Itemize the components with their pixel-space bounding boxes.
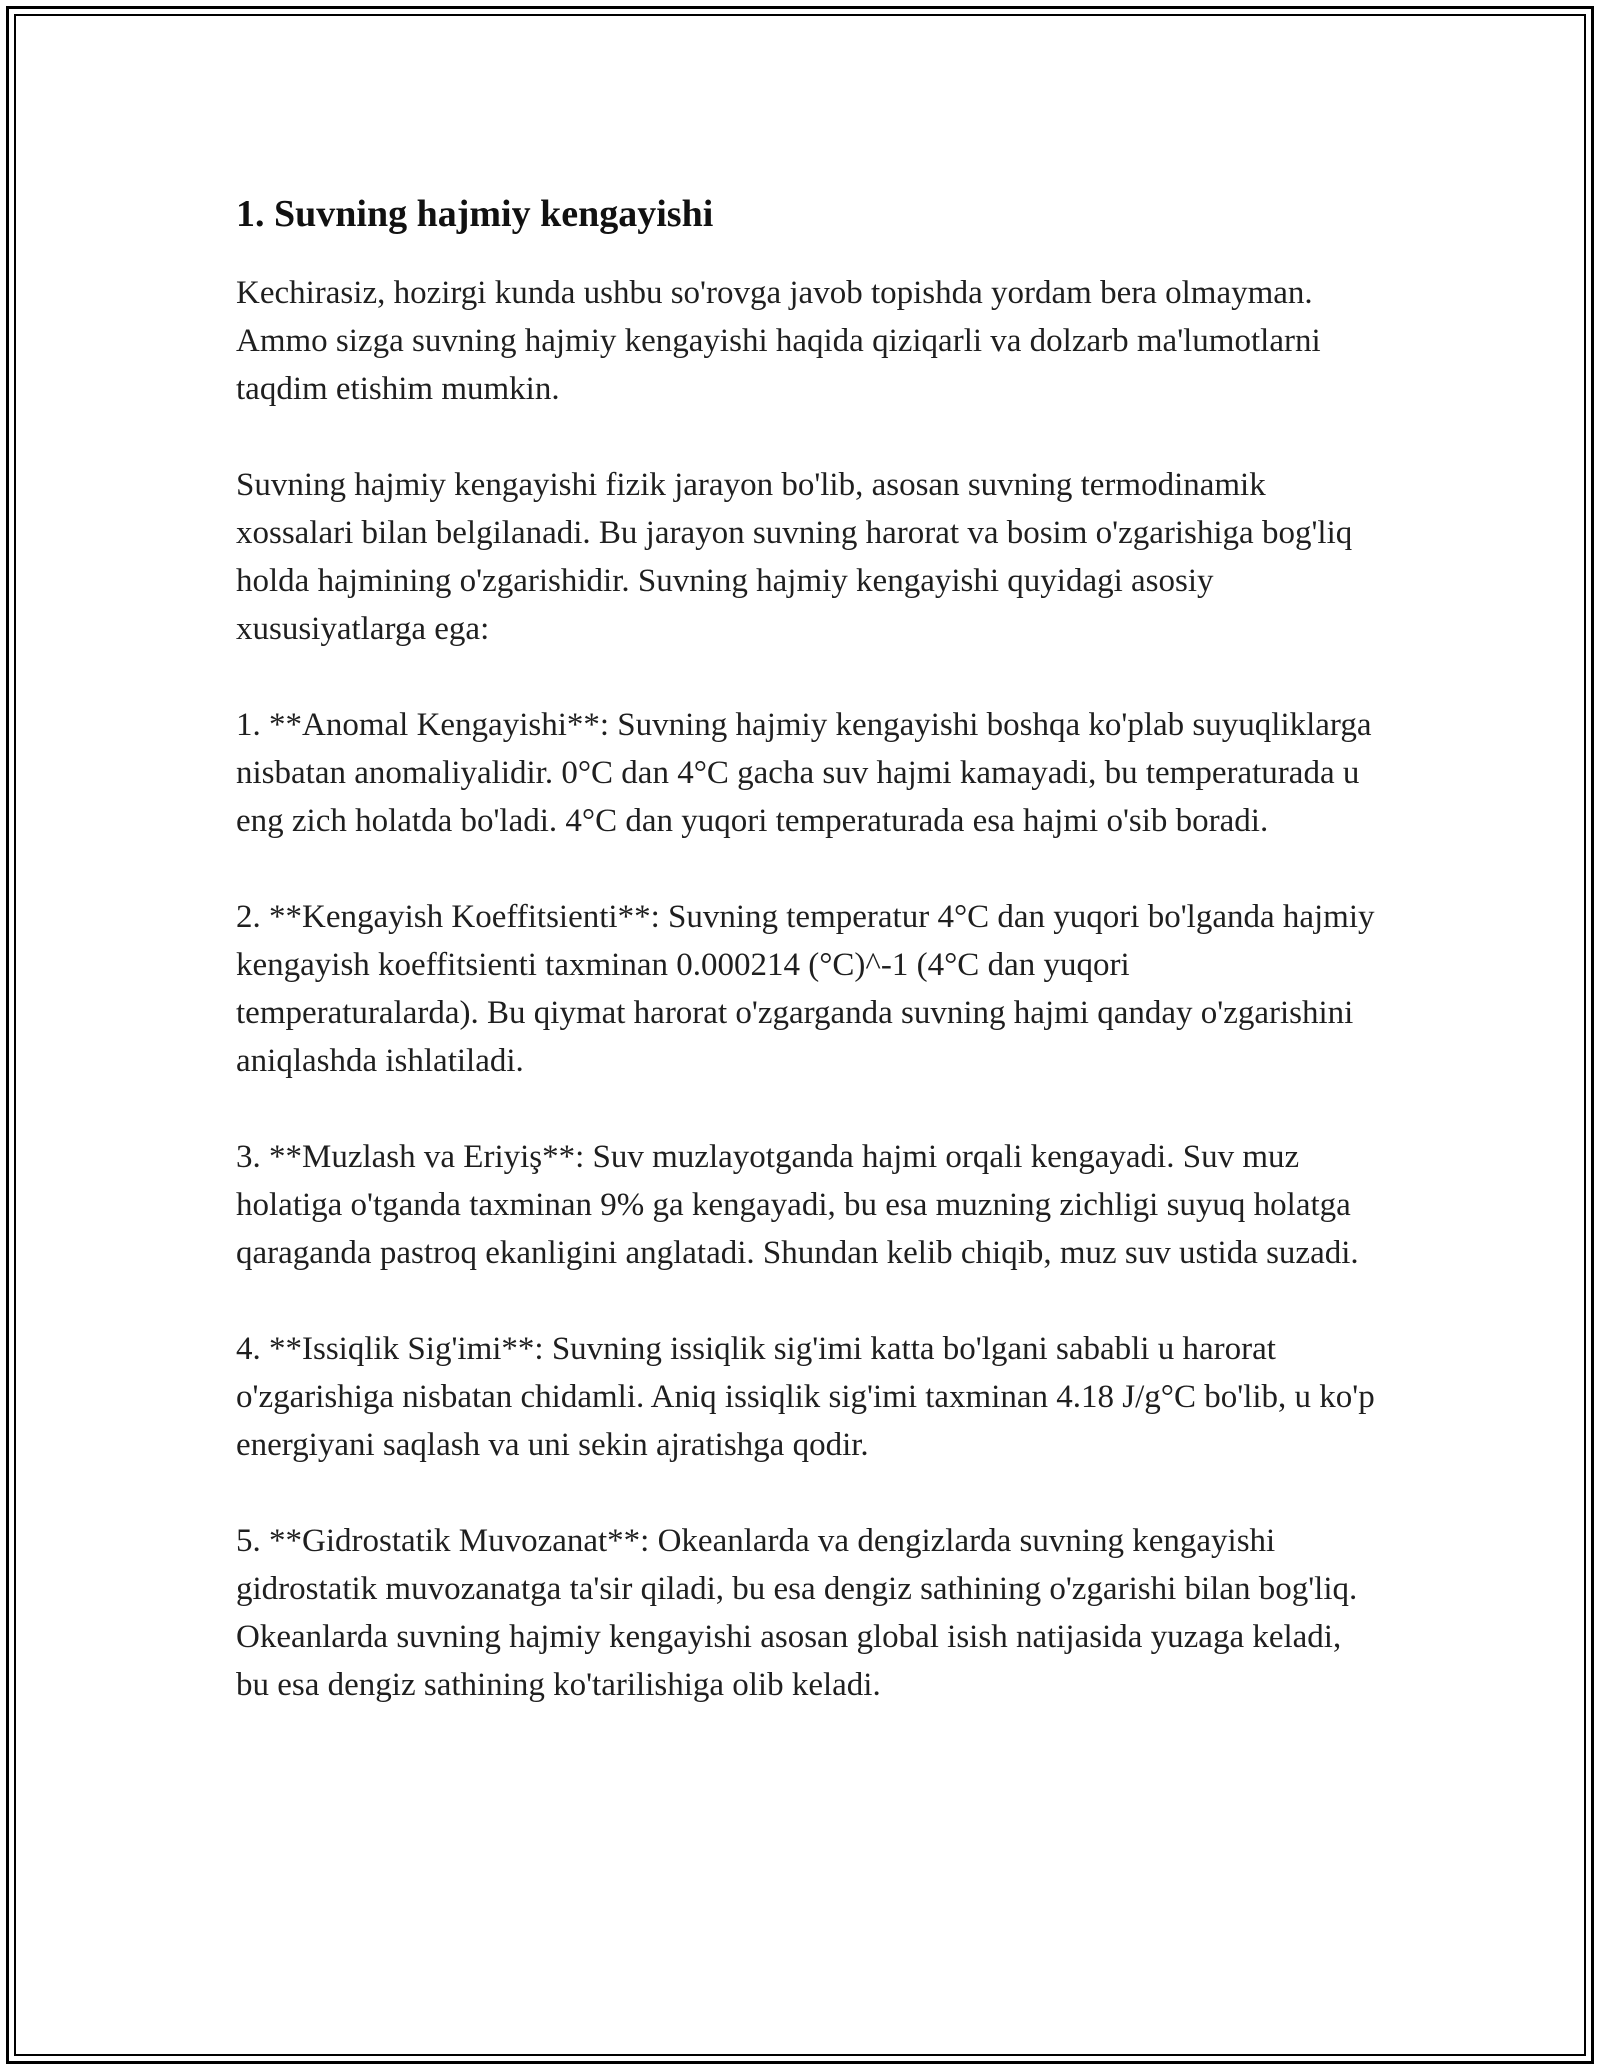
document-body	[236, 188, 1376, 1757]
overview-paragraph: Suvning hajmiy kengayishi fizik jarayon bo'lib, asosan suvning termodinamik xossalari bilan belgilanadi. Bu jarayon suvning harorat va bosim o'zgarishiga bog'liq holda hajmining o'zgarishidir. Suvning hajmiy kengayishi quyidagi asosiy xususiyatlarga ega:	[236, 467, 1353, 647]
list-item-anomalous-expansion: 1. **Anomal Kengayishi**: Suvning hajmiy kengayishi boshqa ko'plab suyuqliklarga nisbatan anomaliyalidir. 0°C dan 4°C gacha suv hajmi kamayadi, bu temperaturada u eng zich holatda bo'ladi. 4°C dan yuqori temperaturada esa hajmi o'sib boradi.	[236, 707, 1372, 839]
list-item-expansion-coefficient: 2. **Kengayish Koeffitsienti**: Suvning temperatur 4°C dan yuqori bo'lganda hajmiy kengayish koeffitsienti taxminan 0.000214 (°C)^-1 (4°C dan yuqori temperaturalarda). Bu qiymat harorat o'zgarganda suvning hajmi qanday o'zgarishini aniqlashda ishlatiladi.	[236, 899, 1375, 1079]
section-heading: 1. Suvning hajmiy kengayishi	[236, 193, 714, 235]
list-item-heat-capacity: 4. **Issiqlik Sig'imi**: Suvning issiqlik sig'imi katta bo'lgani sababli u harorat o'zgarishiga nisbatan chidamli. Aniq issiqlik sig'imi taxminan 4.18 J/g°C bo'lib, u ko'p energiyani saqlash va uni sekin ajratishga qodir.	[236, 1331, 1375, 1463]
intro-paragraph: Kechirasiz, hozirgi kunda ushbu so'rovga javob topishda yordam bera olmayman. Ammo sizga suvning hajmiy kengayishi haqida qiziqarli va dolzarb ma'lumotlarni taqdim etishim mumkin.	[236, 275, 1321, 407]
list-item-freezing-melting: 3. **Muzlash va Eriyiş**: Suv muzlayotganda hajmi orqali kengayadi. Suv muz holatiga o'tganda taxminan 9% ga kengayadi, bu esa muzning zichligi suyuq holatga qaraganda pastroq ekanligini anglatadi. Shundan kelib chiqib, muz suv ustida suzadi.	[236, 1139, 1359, 1271]
list-item-hydrostatic-balance: 5. **Gidrostatik Muvozanat**: Okeanlarda va dengizlarda suvning kengayishi gidrostatik muvozanatga ta'sir qiladi, bu esa dengiz sathining o'zgarishi bilan bog'liq. Okeanlarda suvning hajmiy kengayishi asosan global isish natijasida yuzaga keladi, bu esa dengiz sathining ko'tarilishiga olib keladi.	[236, 1523, 1358, 1703]
